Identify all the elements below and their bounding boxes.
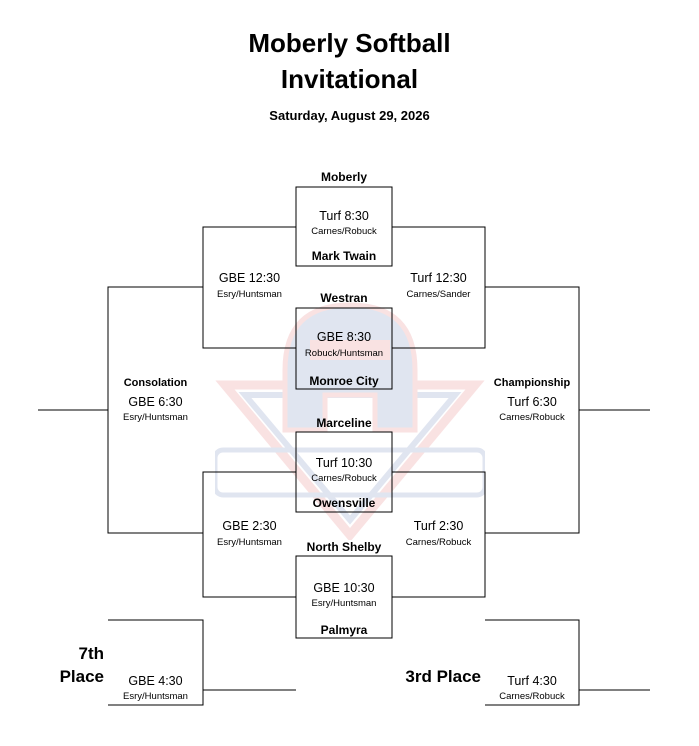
bracket-loser-top bbox=[203, 227, 296, 348]
game3-time: Turf 10:30 bbox=[315, 456, 373, 470]
seventh-place-label-line1: 7th bbox=[78, 644, 104, 663]
loser-bottom-umps: Esry/Huntsman bbox=[217, 537, 282, 548]
consolation-label: Consolation bbox=[123, 377, 188, 389]
game4-umps: Esry/Huntsman bbox=[311, 598, 377, 609]
seventh-place-time: GBE 4:30 bbox=[128, 674, 183, 688]
game1-umps: Carnes/Robuck bbox=[311, 226, 377, 237]
team-mark-twain: Mark Twain bbox=[311, 249, 377, 263]
bracket-consolation bbox=[108, 287, 203, 533]
bracket-championship bbox=[485, 287, 579, 533]
page-title-line2: Invitational bbox=[280, 64, 419, 94]
game3-umps: Carnes/Robuck bbox=[311, 473, 377, 484]
team-palmyra: Palmyra bbox=[320, 623, 368, 637]
loser-bottom-time: GBE 2:30 bbox=[222, 519, 277, 533]
third-place-label: 3rd Place bbox=[405, 667, 481, 686]
team-monroe-city: Monroe City bbox=[309, 374, 379, 388]
event-date: Saturday, August 29, 2026 bbox=[269, 108, 430, 123]
seventh-place-umps: Esry/Huntsman bbox=[123, 691, 188, 702]
championship-label: Championship bbox=[493, 377, 571, 389]
game4-time: GBE 10:30 bbox=[313, 581, 375, 595]
consolation-time: GBE 6:30 bbox=[128, 395, 183, 409]
winner-top-time: Turf 12:30 bbox=[410, 271, 467, 285]
bracket-loser-bottom bbox=[203, 472, 296, 597]
winner-bottom-time: Turf 2:30 bbox=[413, 519, 464, 533]
loser-top-time: GBE 12:30 bbox=[218, 271, 281, 285]
championship-umps: Carnes/Robuck bbox=[499, 412, 565, 423]
game2-umps: Robuck/Huntsman bbox=[304, 348, 384, 359]
championship-time: Turf 6:30 bbox=[507, 395, 557, 409]
team-owensville: Owensville bbox=[312, 496, 376, 510]
seventh-place-label-line2: Place bbox=[59, 667, 104, 686]
team-westran: Westran bbox=[320, 291, 368, 305]
third-place-umps: Carnes/Robuck bbox=[499, 691, 565, 702]
winner-bottom-umps: Carnes/Robuck bbox=[405, 537, 472, 548]
team-north-shelby: North Shelby bbox=[306, 540, 382, 554]
game1-time: Turf 8:30 bbox=[319, 209, 369, 223]
game2-time: GBE 8:30 bbox=[316, 330, 372, 344]
bracket-winner-top bbox=[392, 227, 485, 348]
team-moberly: Moberly bbox=[320, 170, 367, 184]
third-place-time: Turf 4:30 bbox=[507, 674, 557, 688]
page-title-line1: Moberly Softball bbox=[248, 28, 451, 58]
winner-top-umps: Carnes/Sander bbox=[406, 289, 471, 300]
loser-top-umps: Esry/Huntsman bbox=[217, 289, 282, 300]
bracket-winner-bottom bbox=[392, 472, 485, 597]
team-marceline: Marceline bbox=[316, 416, 372, 430]
consolation-umps: Esry/Huntsman bbox=[123, 412, 188, 423]
